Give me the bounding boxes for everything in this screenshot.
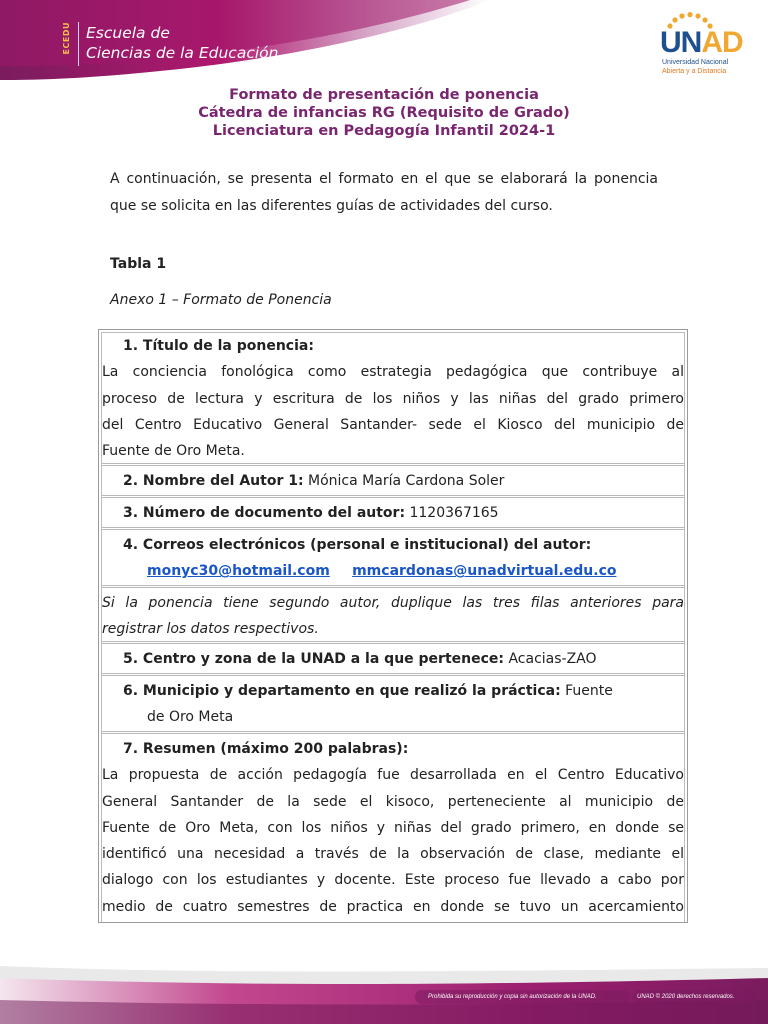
unad-logo: [660, 12, 742, 82]
centro-value: Acacias-ZAO: [504, 651, 597, 667]
row-autor: [102, 466, 684, 498]
resumen-line-3: Fuente de Oro Meta, con los niños y niñas del grado primero, en donde se: [102, 819, 684, 836]
titulo-line-4: Fuente de Oro Meta.: [102, 443, 245, 460]
school-line-1: Escuela de: [86, 24, 170, 42]
school-line-2: Ciencias de la Educación: [86, 44, 279, 62]
row-resumen: [102, 734, 684, 923]
title-line-1: Formato de presentación de ponencia: [229, 87, 539, 103]
row-segundo-autor: [102, 588, 684, 644]
municipio-value-cont: de Oro Meta: [147, 709, 234, 726]
resumen-line-5: dialogo con los estudiantes y docente. Este proceso fue llevado a cabo por: [102, 872, 684, 889]
row-titulo: [102, 333, 684, 466]
autor-value: Mónica María Cardona Soler: [303, 473, 505, 489]
email-link-personal[interactable]: monyc30@hotmail.com: [147, 563, 330, 580]
logo-subtitle-2: Abierta y a Distancia: [662, 68, 727, 75]
title-line-2: Cátedra de infancias RG (Requisito de Grado): [198, 105, 570, 121]
resumen-label: 7. Resumen (máximo 200 palabras):: [123, 741, 409, 757]
ponencia-form-table: [98, 329, 688, 923]
footer-rights-notice: UNAD © 2020 derechos reservados.: [637, 994, 735, 1000]
annex-caption: Anexo 1 – Formato de Ponencia: [110, 292, 332, 308]
row-documento: [102, 498, 684, 530]
resumen-line-6: medio de cuatro semestres de practica en donde se tuvo un acercamiento: [102, 898, 684, 915]
school-divider: [78, 22, 79, 66]
header-banner: [0, 0, 768, 80]
document-title: [0, 86, 768, 140]
footer-copy-notice: Prohibida su reproducción y copia sin autorización de la UNAD.: [428, 994, 597, 1000]
table-caption: Tabla 1: [110, 256, 167, 272]
resumen-line-2: General Santander de la sede el kisoco, perteneciente al municipio de: [102, 793, 684, 810]
intro-paragraph: A continuación, se presenta el formato en el que se elaborará la ponencia que se solicita en las diferentes guías de actividades del curso.: [110, 171, 658, 214]
municipio-value: Fuente: [560, 683, 613, 699]
email-link-institucional[interactable]: mmcardonas@unadvirtual.edu.co: [352, 563, 617, 580]
autor-label: 2. Nombre del Autor 1:: [123, 473, 304, 489]
row-centro: [102, 644, 684, 676]
titulo-line-3: del Centro Educativo General Santander- sede el Kiosco del municipio de: [102, 416, 684, 433]
resumen-line-1: La propuesta de acción pedagogía fue desarrollada en el Centro Educativo: [102, 767, 684, 784]
row-municipio: [102, 676, 684, 734]
logo-wordmark: UNAD: [660, 26, 743, 59]
footer-banner: [0, 960, 768, 1024]
correos-label: 4. Correos electrónicos (personal e institucional) del autor:: [123, 537, 592, 553]
titulo-line-1: La conciencia fonológica como estrategia pedagógica que contribuye al: [102, 364, 684, 381]
centro-label: 5. Centro y zona de la UNAD a la que pertenece:: [123, 651, 505, 667]
school-name: [86, 23, 278, 63]
titulo-label: 1. Título de la ponencia:: [123, 338, 314, 354]
documento-value: 1120367165: [405, 505, 499, 521]
school-tag: ECEDU: [62, 22, 71, 55]
footer-swoosh: [0, 960, 768, 1024]
municipio-label: 6. Municipio y departamento en que realizó la práctica:: [123, 683, 561, 699]
resumen-line-4: identificó una necesidad a través de la observación de clase, mediante el: [102, 846, 684, 863]
titulo-line-2: proceso de lectura y escritura de los niños y las niñas del grado primero: [102, 390, 684, 407]
documento-label: 3. Número de documento del autor:: [123, 505, 406, 521]
title-line-3: Licenciatura en Pedagogía Infantil 2024-1: [212, 123, 556, 139]
logo-subtitle-1: Universidad Nacional: [662, 59, 729, 66]
segundo-autor-line-1: Si la ponencia tiene segundo autor, duplique las tres filas anteriores para: [102, 595, 684, 611]
row-correos: [102, 530, 684, 588]
segundo-autor-line-2: registrar los datos respectivos.: [102, 621, 319, 638]
